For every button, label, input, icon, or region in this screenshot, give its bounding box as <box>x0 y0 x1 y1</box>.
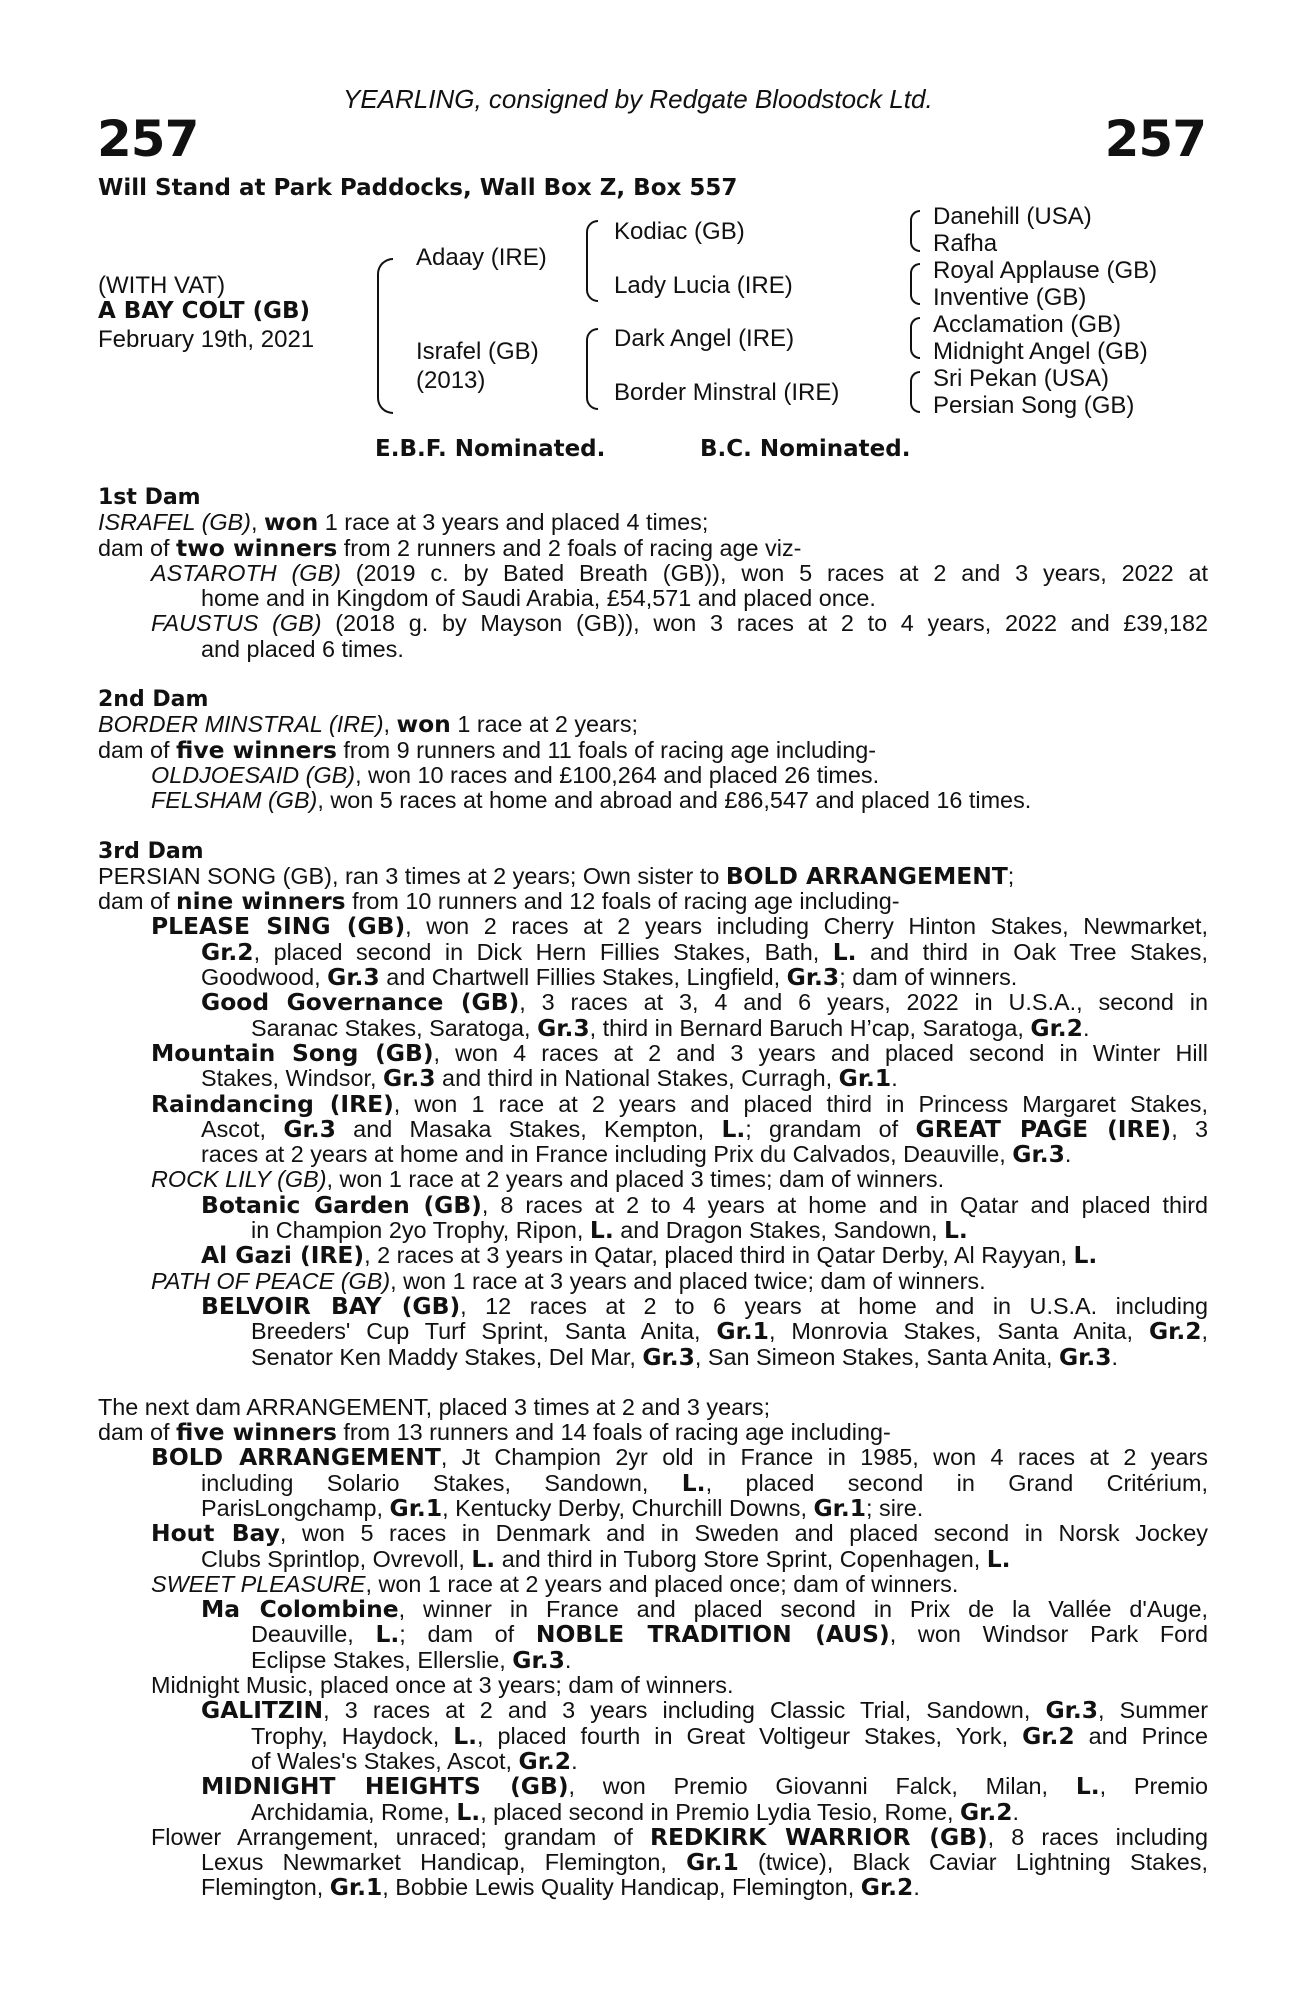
progeny-line: Raindancing (IRE), won 1 race at 2 years and placed third in Princess Margaret Stakes, <box>151 1089 1209 1118</box>
progeny-line: Mountain Song (GB), won 4 races at 2 and 3 years and placed second in Winter Hill <box>151 1038 1208 1067</box>
third-dam-heading: 3rd Dam <box>98 838 204 864</box>
progeny-line: PATH OF PEACE (GB), won 1 race at 3 years and placed twice; dam of winners. <box>151 1267 986 1294</box>
dam: Israfel (GB) <box>416 338 539 365</box>
next-dam-line: The next dam ARRANGEMENT, placed 3 times at 2 and 3 years; <box>98 1393 771 1420</box>
dam-dam: Border Minstral (IRE) <box>614 379 840 406</box>
foaling-date: February 19th, 2021 <box>98 326 315 353</box>
progeny-line: ROCK LILY (GB), won 1 race at 2 years and placed 3 times; dam of winners. <box>151 1166 945 1193</box>
progeny-line: Archidamia, Rome, L., placed second in Premio Lydia Tesio, Rome, Gr.2. <box>251 1797 1020 1826</box>
progeny-line: Lexus Newmarket Handicap, Flemington, Gr.1 (twice), Black Caviar Lightning Stakes, <box>201 1848 1208 1877</box>
progeny-line: Clubs Sprintlop, Ovrevoll, L. and third in Tuborg Store Sprint, Copenhagen, L. <box>201 1544 1011 1573</box>
g3-6: Midnight Angel (GB) <box>933 338 1148 365</box>
progeny-line: Al Gazi (IRE), 2 races at 3 years in Qatar, placed third in Qatar Derby, Al Rayyan, L. <box>201 1241 1098 1270</box>
progeny-line: Flemington, Gr.1, Bobbie Lewis Quality Handicap, Flemington, Gr.2. <box>201 1873 920 1902</box>
dam-sire: Dark Angel (IRE) <box>614 325 795 352</box>
progeny-line: Saranac Stakes, Saratoga, Gr.3, third in Bernard Baruch H’cap, Saratoga, Gr.2. <box>251 1013 1090 1042</box>
progeny-line: PLEASE SING (GB), won 2 races at 2 years including Cherry Hinton Stakes, Newmarket, <box>151 912 1208 941</box>
progeny-line: BOLD ARRANGEMENT, Jt Champion 2yr old in France in 1985, won 4 races at 2 years <box>151 1443 1208 1472</box>
sire-dam: Lady Lucia (IRE) <box>614 272 793 299</box>
progeny-line: Flower Arrangement, unraced; grandam of REDKIRK WARRIOR (GB), 8 races including <box>151 1822 1208 1851</box>
sire: Adaay (IRE) <box>416 244 547 271</box>
ebf-nomination: E.B.F. Nominated. <box>375 436 606 462</box>
next-dam-produce-line: dam of five winners from 13 runners and 14 foals of racing age including- <box>98 1418 891 1447</box>
progeny-line: home and in Kingdom of Saudi Arabia, £54,571 and placed once. <box>201 585 876 612</box>
g3-7: Sri Pekan (USA) <box>933 365 1110 392</box>
third-dam-line: PERSIAN SONG (GB), ran 3 times at 2 years; Own sister to BOLD ARRANGEMENT; <box>98 861 1015 890</box>
pedigree-bracket <box>910 371 920 413</box>
progeny-line: of Wales's Stakes, Ascot, Gr.2. <box>251 1746 578 1775</box>
progeny-line: Senator Ken Maddy Stakes, Del Mar, Gr.3, San Simeon Stakes, Santa Anita, Gr.3. <box>251 1342 1119 1371</box>
progeny-line: Good Governance (GB), 3 races at 3, 4 and 6 years, 2022 in U.S.A., second in <box>201 988 1209 1017</box>
lot-number-right: 257 <box>1104 110 1206 168</box>
progeny-line: Ascot, Gr.3 and Masaka Stakes, Kempton, L.; grandam of GREAT PAGE (IRE), 3 <box>201 1114 1208 1143</box>
progeny-line: GALITZIN, 3 races at 2 and 3 years including Classic Trial, Sandown, Gr.3, Summer <box>201 1696 1208 1725</box>
g3-2: Rafha <box>933 230 998 257</box>
pedigree-bracket <box>910 210 920 252</box>
consignment-line: YEARLING, consigned by Redgate Bloodstock Ltd. <box>343 84 933 114</box>
horse-description: A BAY COLT (GB) <box>98 298 311 324</box>
dam-year: (2013) <box>416 367 486 394</box>
progeny-line: Trophy, Haydock, L., placed fourth in Great Voltigeur Stakes, York, Gr.2 and Prince <box>251 1721 1208 1750</box>
g3-3: Royal Applause (GB) <box>933 257 1158 284</box>
pedigree-bracket <box>377 258 393 414</box>
stand-location: Will Stand at Park Paddocks, Wall Box Z, Box 557 <box>98 175 738 201</box>
progeny-line: FELSHAM (GB), won 5 races at home and abroad and £86,547 and placed 16 times. <box>151 787 1032 814</box>
progeny-line: including Solario Stakes, Sandown, L., placed second in Grand Critérium, <box>201 1468 1208 1497</box>
progeny-line: Gr.2, placed second in Dick Hern Fillies Stakes, Bath, L. and third in Oak Tree Stakes, <box>201 937 1208 966</box>
first-dam-heading: 1st Dam <box>98 485 201 510</box>
progeny-line: Goodwood, Gr.3 and Chartwell Fillies Stakes, Lingfield, Gr.3; dam of winners. <box>201 963 1018 992</box>
g3-4: Inventive (GB) <box>933 284 1087 311</box>
progeny-line: Botanic Garden (GB), 8 races at 2 to 4 years at home and in Qatar and placed third <box>201 1190 1208 1219</box>
progeny-line: Deauville, L.; dam of NOBLE TRADITION (AUS), won Windsor Park Ford <box>251 1620 1208 1649</box>
progeny-line: Ma Colombine, winner in France and placed second in Prix de la Vallée d'Auge, <box>201 1595 1208 1624</box>
progeny-line: Stakes, Windsor, Gr.3 and third in National Stakes, Curragh, Gr.1. <box>201 1064 898 1093</box>
progeny-line: MIDNIGHT HEIGHTS (GB), won Premio Giovanni Falck, Milan, L., Premio <box>201 1772 1208 1801</box>
progeny-line: BELVOIR BAY (GB), 12 races at 2 to 6 years at home and in U.S.A. including <box>201 1291 1208 1320</box>
progeny-line: Eclipse Stakes, Ellerslie, Gr.3. <box>251 1645 572 1674</box>
progeny-line: OLDJOESAID (GB), won 10 races and £100,264 and placed 26 times. <box>151 761 880 788</box>
pedigree-bracket <box>586 220 598 302</box>
g3-8: Persian Song (GB) <box>933 392 1135 419</box>
progeny-line: SWEET PLEASURE, won 1 race at 2 years and placed once; dam of winners. <box>151 1570 959 1597</box>
pedigree-bracket <box>910 263 920 305</box>
first-dam-produce-line: dam of two winners from 2 runners and 2 foals of racing age viz- <box>98 533 802 562</box>
progeny-line: FAUSTUS (GB) (2018 g. by Mayson (GB)), won 3 races at 2 to 4 years, 2022 and £39,182 <box>151 610 1208 637</box>
progeny-line: Hout Bay, won 5 races in Denmark and in Sweden and placed second in Norsk Jockey <box>151 1519 1208 1548</box>
progeny-line: Breeders' Cup Turf Sprint, Santa Anita, Gr.1, Monrovia Stakes, Santa Anita, Gr.2, <box>251 1317 1208 1346</box>
first-dam-line: ISRAFEL (GB), won 1 race at 3 years and placed 4 times; <box>98 508 709 537</box>
lot-number-left: 257 <box>97 110 199 168</box>
pedigree-bracket <box>586 328 598 410</box>
progeny-line: and placed 6 times. <box>201 635 404 662</box>
pedigree-bracket <box>910 317 920 359</box>
second-dam-line: BORDER MINSTRAL (IRE), won 1 race at 2 years; <box>98 710 639 739</box>
catalogue-body <box>98 485 1208 1901</box>
progeny-line: Midnight Music, placed once at 3 years; dam of winners. <box>151 1672 734 1699</box>
progeny-line: races at 2 years at home and in France including Prix du Calvados, Deauville, Gr.3. <box>201 1140 1072 1169</box>
progeny-line: ParisLongchamp, Gr.1, Kentucky Derby, Churchill Downs, Gr.1; sire. <box>201 1493 924 1522</box>
progeny-line: ASTAROTH (GB) (2019 c. by Bated Breath (GB)), won 5 races at 2 and 3 years, 2022 at <box>151 559 1208 586</box>
second-dam-heading: 2nd Dam <box>98 687 209 713</box>
g3-5: Acclamation (GB) <box>933 311 1122 338</box>
third-dam-produce-line: dam of nine winners from 10 runners and 12 foals of racing age including- <box>98 887 900 916</box>
sire-sire: Kodiac (GB) <box>614 218 745 245</box>
bc-nomination: B.C. Nominated. <box>700 436 911 462</box>
second-dam-produce-line: dam of five winners from 9 runners and 11 foals of racing age including- <box>98 735 877 764</box>
vat-note: (WITH VAT) <box>98 272 226 299</box>
g3-1: Danehill (USA) <box>933 203 1092 230</box>
progeny-line: in Champion 2yo Trophy, Ripon, L. and Dragon Stakes, Sandown, L. <box>251 1216 968 1245</box>
